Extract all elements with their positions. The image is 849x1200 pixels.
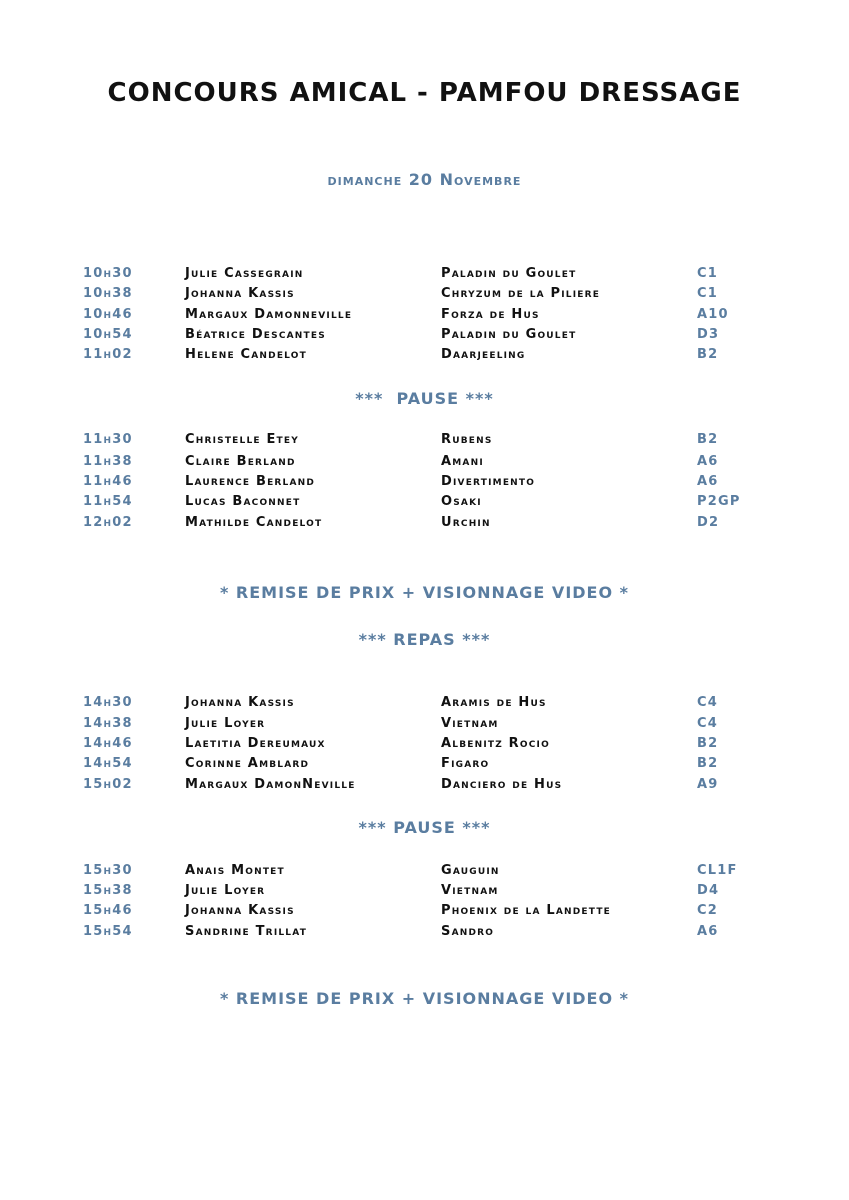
meal-separator: *** REPAS ***: [358, 630, 491, 649]
row-horse: Albenitz Rocio: [441, 736, 550, 751]
row-rider: Margaux Damonneville: [185, 307, 353, 322]
row-rider: Christelle Etey: [185, 432, 299, 447]
schedule-row: [0, 903, 849, 923]
schedule-row: [0, 474, 849, 494]
row-horse: Vietnam: [441, 883, 499, 898]
row-rider: Laetitia Dereumaux: [185, 736, 326, 751]
prize-ceremony-separator: * REMISE DE PRIX + VISIONNAGE VIDEO *: [219, 583, 630, 602]
row-horse: Aramis de Hus: [441, 695, 547, 710]
row-rider: Johanna Kassis: [185, 286, 295, 301]
schedule-row: [0, 307, 849, 327]
row-time: 12h02: [83, 515, 133, 530]
row-rider: Corinne Amblard: [185, 756, 310, 771]
row-horse: Figaro: [441, 756, 490, 771]
row-time: 11h30: [83, 432, 133, 447]
row-horse: Phoenix de la Landette: [441, 903, 612, 918]
row-horse: Forza de Hus: [441, 307, 540, 322]
row-horse: Urchin: [441, 515, 491, 530]
row-test: D3: [697, 327, 720, 342]
row-rider: Anais Montet: [185, 863, 285, 878]
row-horse: Divertimento: [441, 474, 536, 489]
row-time: 10h54: [83, 327, 133, 342]
row-test: A6: [697, 924, 719, 939]
row-time: 11h46: [83, 474, 133, 489]
schedule-row: [0, 777, 849, 797]
row-rider: Julie Loyer: [185, 883, 266, 898]
row-test: B2: [697, 432, 719, 447]
row-horse: Paladin du Goulet: [441, 327, 577, 342]
row-test: D4: [697, 883, 720, 898]
schedule-row: [0, 883, 849, 903]
schedule-row: [0, 924, 849, 944]
row-horse: Chryzum de la Piliere: [441, 286, 601, 301]
row-test: C4: [697, 716, 718, 731]
row-test: A10: [697, 307, 729, 322]
row-time: 15h38: [83, 883, 133, 898]
row-rider: Johanna Kassis: [185, 695, 295, 710]
schedule-row: [0, 347, 849, 367]
row-horse: Osaki: [441, 494, 482, 509]
row-rider: Claire Berland: [185, 454, 296, 469]
row-test: C1: [697, 266, 718, 281]
row-test: A6: [697, 454, 719, 469]
row-time: 15h54: [83, 924, 133, 939]
row-time: 10h46: [83, 307, 133, 322]
row-horse: Daarjeeling: [441, 347, 526, 362]
row-test: A6: [697, 474, 719, 489]
row-rider: Sandrine Trillat: [185, 924, 308, 939]
row-time: 11h38: [83, 454, 133, 469]
row-horse: Danciero de Hus: [441, 777, 563, 792]
row-rider: Helene Candelot: [185, 347, 307, 362]
schedule-row: [0, 432, 849, 452]
prize-ceremony-separator: * REMISE DE PRIX + VISIONNAGE VIDEO *: [219, 989, 630, 1008]
row-time: 11h54: [83, 494, 133, 509]
row-rider: Béatrice Descantes: [185, 327, 326, 342]
row-test: C1: [697, 286, 718, 301]
row-time: 10h30: [83, 266, 133, 281]
row-rider: Laurence Berland: [185, 474, 316, 489]
row-test: B2: [697, 347, 719, 362]
row-horse: Vietnam: [441, 716, 499, 731]
row-rider: Mathilde Candelot: [185, 515, 323, 530]
schedule-row: [0, 863, 849, 883]
schedule-row: [0, 756, 849, 776]
schedule-row: [0, 266, 849, 286]
row-time: 15h02: [83, 777, 133, 792]
row-rider: Lucas Baconnet: [185, 494, 301, 509]
row-test: B2: [697, 736, 719, 751]
row-time: 14h30: [83, 695, 133, 710]
row-rider: Julie Loyer: [185, 716, 266, 731]
schedule-row: [0, 736, 849, 756]
row-horse: Amani: [441, 454, 484, 469]
date-heading: dimanche 20 Novembre: [327, 170, 522, 189]
schedule-row: [0, 515, 849, 535]
row-horse: Sandro: [441, 924, 495, 939]
pause-separator: *** PAUSE ***: [358, 818, 491, 837]
row-test: P2GP: [697, 494, 741, 509]
row-horse: Gauguin: [441, 863, 500, 878]
row-test: B2: [697, 756, 719, 771]
row-test: D2: [697, 515, 720, 530]
row-test: CL1F: [697, 863, 738, 878]
schedule-row: [0, 695, 849, 715]
row-rider: Julie Cassegrain: [185, 266, 304, 281]
row-time: 11h02: [83, 347, 133, 362]
row-rider: Margaux DamonNeville: [185, 777, 356, 792]
row-horse: Rubens: [441, 432, 493, 447]
row-test: C2: [697, 903, 718, 918]
pause-separator: *** PAUSE ***: [355, 389, 494, 408]
row-rider: Johanna Kassis: [185, 903, 295, 918]
schedule-row: [0, 716, 849, 736]
row-time: 15h30: [83, 863, 133, 878]
schedule-row: [0, 327, 849, 347]
page-title: CONCOURS AMICAL - PAMFOU DRESSAGE: [107, 78, 742, 108]
row-time: 14h54: [83, 756, 133, 771]
row-test: A9: [697, 777, 719, 792]
row-time: 14h38: [83, 716, 133, 731]
row-time: 14h46: [83, 736, 133, 751]
row-time: 10h38: [83, 286, 133, 301]
row-horse: Paladin du Goulet: [441, 266, 577, 281]
row-time: 15h46: [83, 903, 133, 918]
row-test: C4: [697, 695, 718, 710]
schedule-row: [0, 286, 849, 306]
schedule-row: [0, 454, 849, 474]
schedule-row: [0, 494, 849, 514]
